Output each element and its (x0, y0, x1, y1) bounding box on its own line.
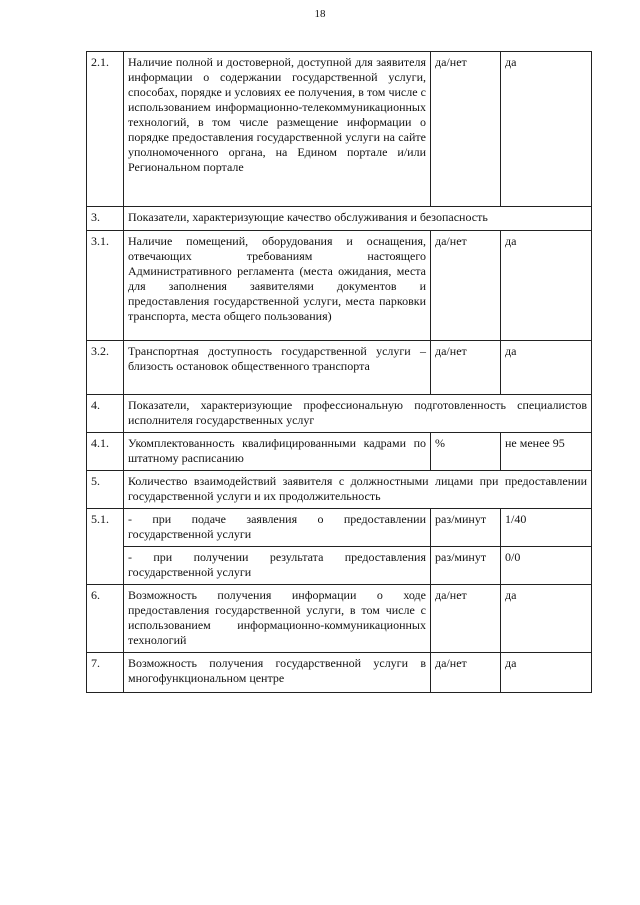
indicator-name: Возможность получения информации о ходе предоставления государственной услуги, в том числе с использованием информационно-коммуникационных технологий (124, 585, 431, 653)
row-number: 4. (87, 395, 124, 433)
page-number: 18 (314, 8, 326, 20)
unit-cell: да/нет (431, 231, 501, 341)
section-row-3 (87, 207, 592, 231)
unit-cell: да/нет (431, 653, 501, 693)
indicator-name: Наличие помещений, оборудования и оснащения, отвечающих требованиям настоящего Административного регламента (места ожидания, места для заполнения заявителями документов и предоставления государственной услуги, места парковки транспорта, места общего пользования) (124, 231, 431, 341)
indicator-name: - при подаче заявления о предоставлении государственной услуги (124, 509, 431, 547)
row-number: 5. (87, 471, 124, 509)
table-row-4-1 (87, 433, 592, 471)
unit-cell: раз/минут (431, 509, 501, 547)
value-cell: да (501, 653, 592, 693)
unit-cell: раз/минут (431, 547, 501, 585)
unit-cell: да/нет (431, 585, 501, 653)
unit-cell: % (431, 433, 501, 471)
unit-cell: да/нет (431, 341, 501, 395)
table-row-2-1 (87, 52, 592, 207)
indicators-table (86, 51, 592, 693)
value-cell: не менее 95 (501, 433, 592, 471)
unit-cell: да/нет (431, 52, 501, 207)
table-row-5-1a (87, 509, 592, 547)
row-number: 7. (87, 653, 124, 693)
value-cell: да (501, 585, 592, 653)
value-cell: да (501, 341, 592, 395)
indicator-name: Транспортная доступность государственной услуги – близость остановок общественного транспорта (124, 341, 431, 395)
value-cell: да (501, 52, 592, 207)
value-cell: да (501, 231, 592, 341)
indicator-name: Наличие полной и достоверной, доступной для заявителя информации о содержании государственной услуги, способах, порядке и условиях ее получения, в том числе с использованием информационно-телекоммуникационных технологий, в том числе размещение информации о порядке предоставления государственной услуги на сайте уполномоченного органа, на Едином портале и/или Региональном портале (124, 52, 431, 207)
indicator-name: Возможность получения государственной услуги в многофункциональном центре (124, 653, 431, 693)
row-number: 5.1. (87, 509, 124, 585)
value-cell: 1/40 (501, 509, 592, 547)
row-number: 3. (87, 207, 124, 231)
section-row-4 (87, 395, 592, 433)
row-number: 3.2. (87, 341, 124, 395)
row-number: 3.1. (87, 231, 124, 341)
row-number: 2.1. (87, 52, 124, 207)
section-title: Количество взаимодействий заявителя с должностными лицами при предоставлении государственной услуги и их продолжительность (124, 471, 592, 509)
indicator-name: Укомплектованность квалифицированными кадрами по штатному расписанию (124, 433, 431, 471)
table-row-3-2 (87, 341, 592, 395)
table-row-3-1 (87, 231, 592, 341)
section-title: Показатели, характеризующие профессиональную подготовленность специалистов исполнителя государственных услуг (124, 395, 592, 433)
table-row-7 (87, 653, 592, 693)
section-row-5 (87, 471, 592, 509)
section-title: Показатели, характеризующие качество обслуживания и безопасность (124, 207, 592, 231)
row-number: 6. (87, 585, 124, 653)
indicator-name: - при получении результата предоставления государственной услуги (124, 547, 431, 585)
row-number: 4.1. (87, 433, 124, 471)
table-row-5-1b (87, 547, 592, 585)
value-cell: 0/0 (501, 547, 592, 585)
table-row-6 (87, 585, 592, 653)
